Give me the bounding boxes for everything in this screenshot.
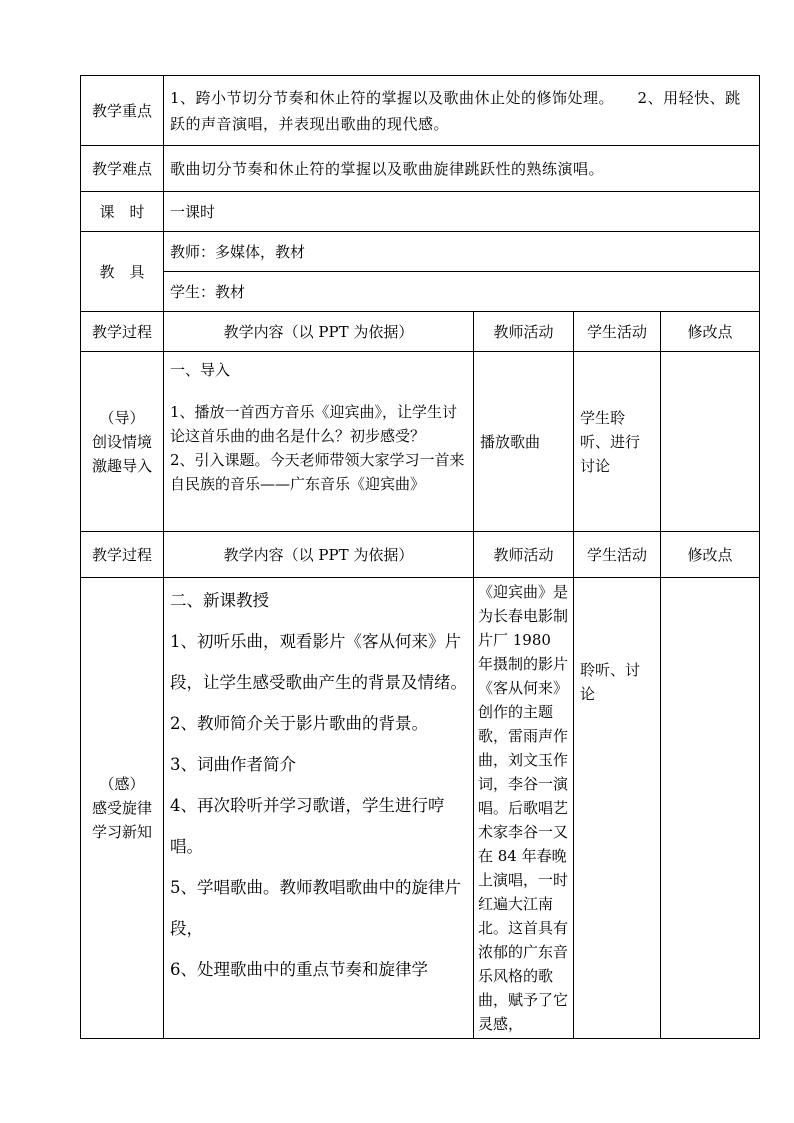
stage1-revision	[661, 352, 760, 532]
stage1-row	[81, 352, 760, 532]
stage2-teacher-activity: 《迎宾曲》是为长春电影制片厂 1980 年摄制的影片《客从何来》创作的主题歌，雷雨声作曲，刘文玉作词，李谷一演唱。后歌唱艺术家李谷一又在 84 年春晚上演唱，一时红遍大江南北。这首具有浓郁的广东音乐风格的歌曲，赋予了它灵感，	[474, 578, 574, 1039]
stage2-label	[81, 578, 164, 1039]
process-header-row	[81, 312, 760, 352]
stage2-label-line1: （感）	[99, 775, 145, 793]
key-points-text: 1、跨小节切分节奏和休止符的掌握以及歌曲休止处的修饰处理。 2、用轻快、跳跃的声音演唱，并表现出歌曲的现代感。	[164, 76, 760, 146]
stage1-label-line3: 激趣导入	[91, 456, 152, 475]
stage1-label-line2: 创设情境	[91, 432, 152, 451]
header2-content: 教学内容（以 PPT 为依据）	[164, 532, 474, 578]
class-hours-row	[81, 192, 760, 232]
header-content: 教学内容（以 PPT 为依据）	[164, 312, 474, 352]
class-hours-label: 课 时	[81, 192, 164, 232]
stage2-label-line3: 学习新知	[91, 823, 152, 841]
header2-teacher-activity: 教师活动	[474, 532, 574, 578]
header2-revision: 修改点	[661, 532, 760, 578]
stage1-title: 一、导入	[170, 361, 231, 379]
difficulties-text: 歌曲切分节奏和休止符的掌握以及歌曲旋律跳跃性的熟练演唱。	[164, 146, 760, 192]
key-points-label: 教学重点	[81, 76, 164, 146]
stage2-label-line2: 感受旋律	[91, 799, 152, 817]
stage2-item1: 1、初听乐曲，观看影片《客从何来》片段，让学生感受歌曲产生的背景及情绪。	[170, 632, 467, 692]
stage1-label-line1: （导）	[99, 408, 145, 427]
teaching-aids-student: 学生：教材	[164, 272, 760, 312]
difficulties-row	[81, 146, 760, 192]
stage2-item6: 6、处理歌曲中的重点节奏和旋律学	[170, 960, 428, 979]
stage1-item2: 2、引入课题。今天老师带领大家学习一首来自民族的音乐——广东音乐《迎宾曲》	[170, 451, 465, 493]
class-hours-text: 一课时	[164, 192, 760, 232]
teaching-aids-label: 教 具	[81, 232, 164, 312]
teaching-aids-teacher: 教师：多媒体，教材	[164, 232, 760, 272]
teaching-aids-row-teacher	[81, 232, 760, 272]
stage2-content	[164, 578, 474, 1039]
stage2-title: 二、新课教授	[170, 591, 269, 610]
stage2-item2: 2、教师简介关于影片歌曲的背景。	[170, 714, 428, 733]
header2-student-activity: 学生活动	[574, 532, 661, 578]
header-student-activity: 学生活动	[574, 312, 661, 352]
header2-process: 教学过程	[81, 532, 164, 578]
stage2-item3: 3、词曲作者简介	[170, 755, 296, 774]
stage2-revision	[661, 578, 760, 1039]
stage2-student-activity: 聆听、讨论	[574, 578, 661, 1039]
stage2-item4: 4、再次聆听并学习歌谱，学生进行哼唱。	[170, 796, 445, 856]
stage1-content	[164, 352, 474, 532]
stage1-teacher-activity: 播放歌曲	[474, 352, 574, 532]
stage2-row	[81, 578, 760, 1039]
key-points-row	[81, 76, 760, 146]
header-revision: 修改点	[661, 312, 760, 352]
header-process: 教学过程	[81, 312, 164, 352]
stage1-item1: 1、播放一首西方音乐《迎宾曲》，让学生讨论这首乐曲的曲名是什么？初步感受？	[170, 403, 458, 445]
teaching-aids-row-student	[81, 272, 760, 312]
difficulties-label: 教学难点	[81, 146, 164, 192]
lesson-plan-table	[80, 75, 760, 1039]
header-teacher-activity: 教师活动	[474, 312, 574, 352]
process-header-row-2	[81, 532, 760, 578]
stage1-label	[81, 352, 164, 532]
stage2-item5: 5、学唱歌曲。教师教唱歌曲中的旋律片段，	[170, 878, 461, 938]
stage1-student-activity: 学生聆听、进行讨论	[574, 352, 661, 532]
